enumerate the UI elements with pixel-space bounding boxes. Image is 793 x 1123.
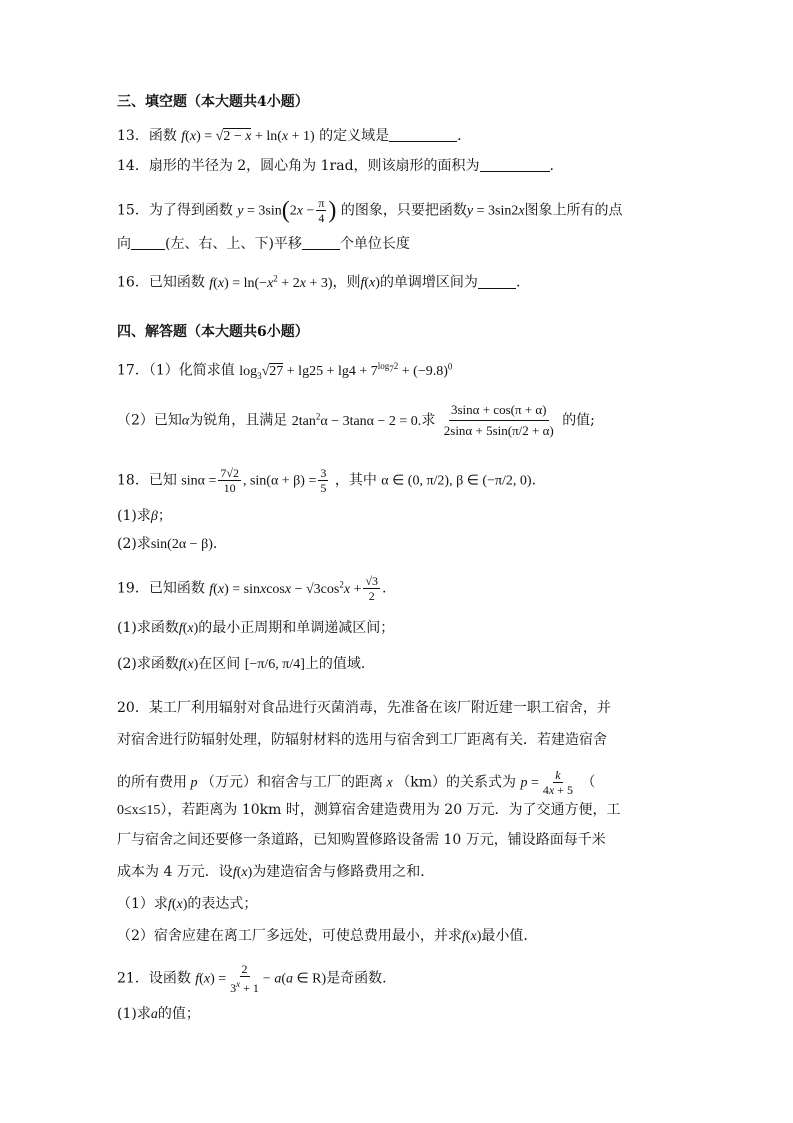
question-20-line2: 对宿舍进行防辐射处理，防辐射材料的选用与宿舍到工厂距离有关．若建造宿舍 xyxy=(117,732,607,748)
question-15: 15．为了得到函数 y = 3sin(2x − $\frac{\pi}{4}$ ) 的图象，只要把函数y = 3sin2x图象上所有的点 xyxy=(117,196,623,225)
question-21: 21．设函数 f(x) = $\frac{2}{3^x + 1}$ − a(a ∈ R)是奇函数. xyxy=(117,962,387,995)
question-20-sub2: （2）宿舍应建在离工厂多远处，可使总费用最小，并求f(x)最小值． xyxy=(117,928,538,944)
question-19: 19．已知函数 f(x) = sinxcosx − $√3\cos^2x$ + $\frac{√3}{2}$ . xyxy=(117,574,387,604)
question-20-line6: 成本为 4 万元．设f(x)为建造宿舍与修路费用之和． xyxy=(117,864,435,880)
question-13: 13．函数 f(x) = √2 − x + ln(x + 1) 的定义域是 ． xyxy=(117,128,472,144)
question-14: 14．扇形的半径为 2，圆心角为 1rad，则该扇形的面积为 . xyxy=(117,158,554,174)
section-heading-solve: 四、解答题（本大题共6小题） xyxy=(117,324,309,340)
question-19-sub1: (1)求函数f(x)的最小正周期和单调递减区间； xyxy=(117,620,395,636)
question-16: 16．已知函数 $f(x) = \ln(-x^2 + 2x + 3)$，则f(x)的单调增区间为 . xyxy=(117,273,521,291)
question-17-part2: （2）已知α为锐角，且满足 $2\tan^2\alpha - 3\tan\alpha - 2 = 0$.求 $\frac{3\sin\alpha + \cos(\pi + \alpha)}{2\sin\alpha + 5\sin(\pi/2 + \alpha)}$ 的值; xyxy=(117,402,595,438)
question-20-line3: 的所有费用 p （万元）和宿舍与工厂的距离 x （km）的关系式为 p = $\frac{k}{4x + 5}$ （ xyxy=(117,768,596,797)
answer-blank[interactable] xyxy=(302,235,340,250)
question-17-part1: 17．（1）化简求值 $\log_3√27 + \lg 25 + \lg 4 + 7^{log_72} + (-9.8)^0$ xyxy=(117,361,453,381)
answer-blank[interactable] xyxy=(131,235,165,250)
section-heading-fill-blank: 三、填空题（本大题共4小题） xyxy=(117,94,309,110)
formula: f xyxy=(181,129,186,144)
question-18: 18．已知 sinα = $\frac{7√2}{10}$ , sin(α + β) = $\frac{3}{5}$ ，其中 α ∈ (0, π/2), β ∈ (−π/2, 0). xyxy=(117,466,537,495)
question-18-sub2: (2)求sin(2α − β). xyxy=(117,536,218,552)
question-19-sub2: (2)求函数f(x)在区间 [−π/6, π/4]上的值域. xyxy=(117,656,366,672)
question-15-line2: 向 (左、右、上、下)平移 个单位长度 xyxy=(117,236,410,252)
answer-blank[interactable] xyxy=(389,127,457,142)
question-20-sub1: （1）求f(x)的表达式； xyxy=(117,896,258,912)
answer-blank[interactable] xyxy=(478,274,516,289)
answer-blank[interactable] xyxy=(480,157,550,172)
question-20-line4: 0≤x≤15），若距离为 10km 时，测算宿舍建造费用为 20 万元．为了交通方便，工 xyxy=(117,802,621,818)
question-21-sub1: (1)求a的值； xyxy=(117,1006,200,1022)
question-18-sub1: (1)求β； xyxy=(117,508,172,524)
question-20-line5: 厂与宿舍之间还要修一条道路，已知购置修路设备需 10 万元，铺设路面每千米 xyxy=(117,832,606,848)
question-20-line1: 20．某工厂利用辐射对食品进行灭菌消毒，先准备在该厂附近建一职工宿舍，并 xyxy=(117,700,611,716)
